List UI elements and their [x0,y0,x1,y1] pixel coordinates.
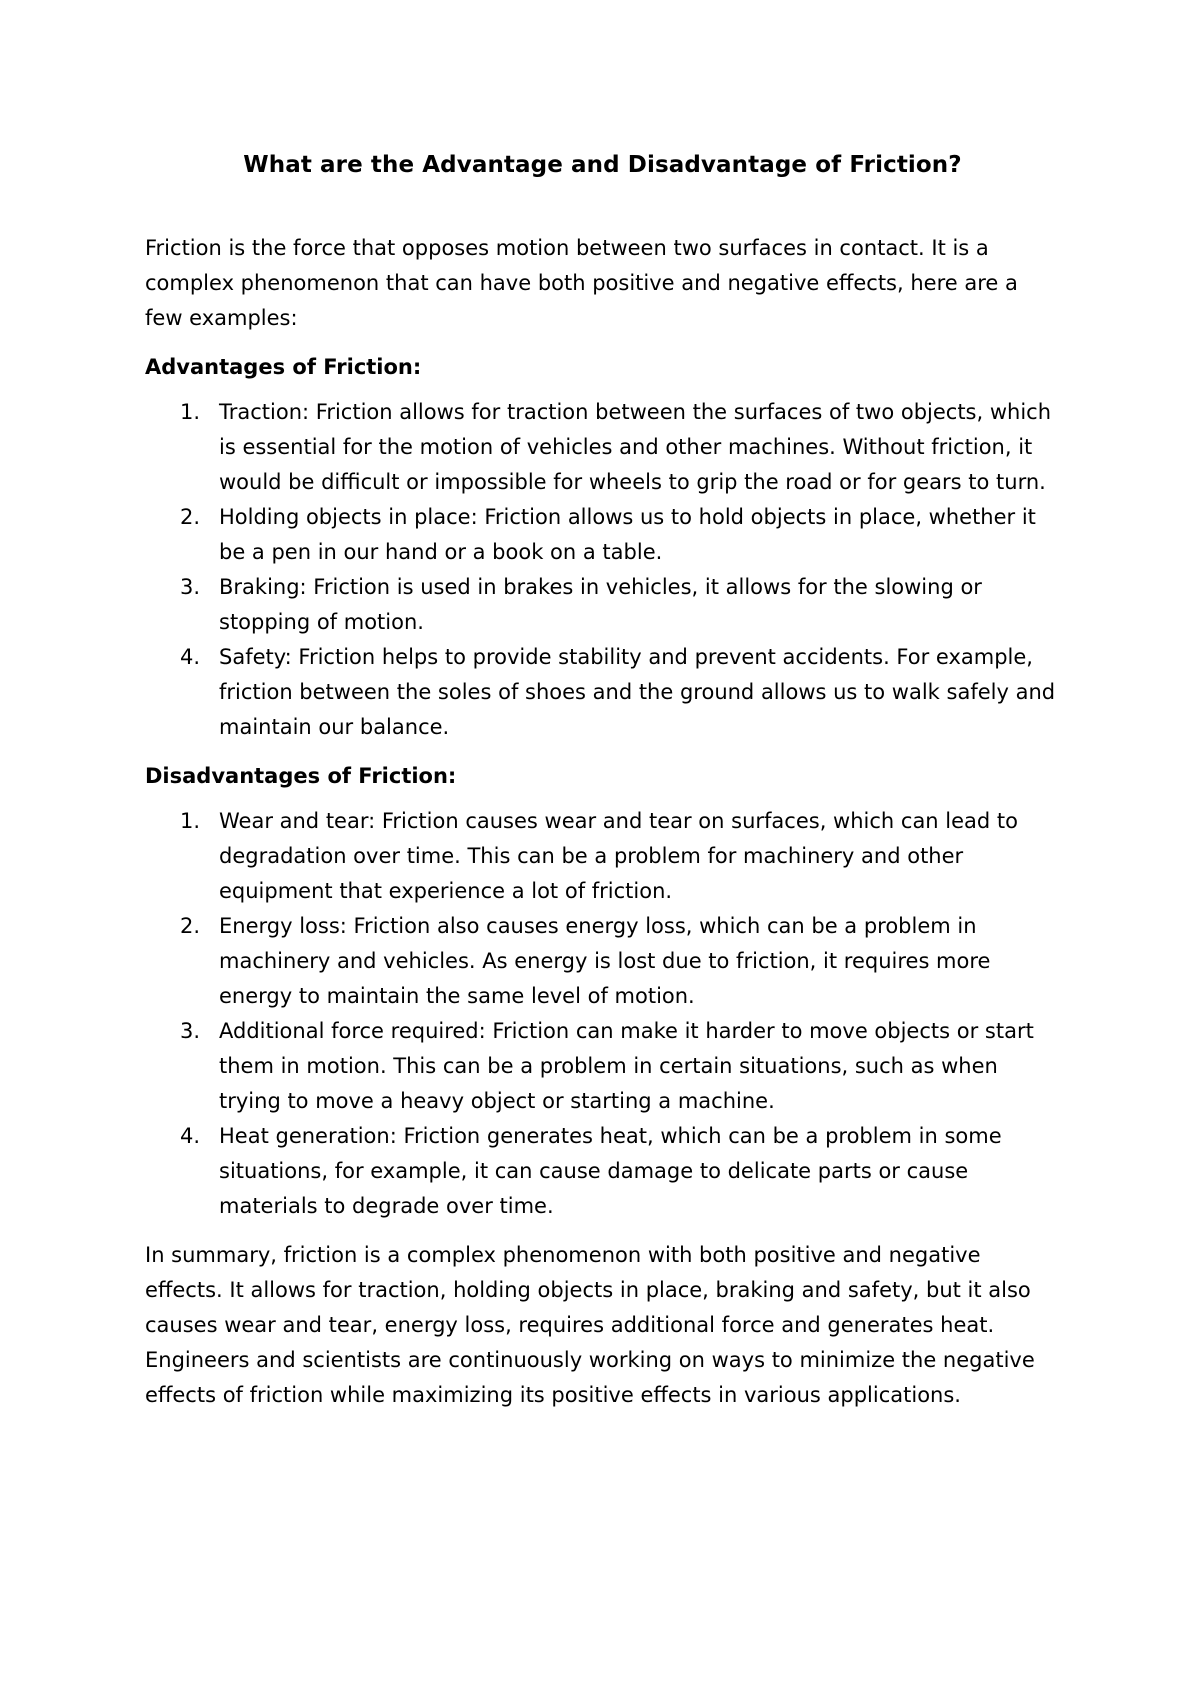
disadvantages-list-item [145,909,1060,1014]
list-number: 1. [180,400,201,424]
list-number: 3. [180,575,201,599]
list-number: 2. [180,505,201,529]
list-item-text: Additional force required: Friction can make it harder to move objects or start them in motion. This can be a problem in certain situations, such as when trying to move a heavy object or starting a machine. [219,1019,1034,1113]
list-number: 3. [180,1019,201,1043]
document-body [145,150,1060,1427]
list-number: 4. [180,645,201,669]
intro-paragraph: Friction is the force that opposes motion between two surfaces in contact. It is a complex phenomenon that can have both positive and negative effects, here are a few examples: [145,236,1018,330]
list-number: 4. [180,1124,201,1148]
list-item-text: Safety: Friction helps to provide stability and prevent accidents. For example, friction between the soles of shoes and the ground allows us to walk safely and maintain our balance. [219,645,1056,739]
disadvantages-list-item [145,1119,1060,1224]
advantages-list-item [145,640,1060,745]
advantages-list-item [145,395,1060,500]
disadvantages-list-item [145,1014,1060,1119]
document-title: What are the Advantage and Disadvantage of Friction? [243,152,962,178]
disadvantages-list [145,804,1060,1224]
advantages-heading: Advantages of Friction: [145,355,422,379]
list-item-text: Heat generation: Friction generates heat, which can be a problem in some situations, for example, it can cause damage to delicate parts or cause materials to degrade over time. [219,1124,1002,1218]
summary-paragraph: In summary, friction is a complex phenomenon with both positive and negative effects. It allows for traction, holding objects in place, braking and safety, but it also causes wear and tear, energy loss, requires additional force and generates heat. Engineers and scientists are continuously working on ways to minimize the negative effects of friction while maximizing its positive effects in various applications. [145,1243,1035,1407]
advantages-list-item [145,570,1060,640]
advantages-list [145,395,1060,745]
list-item-text: Traction: Friction allows for traction between the surfaces of two objects, which is essential for the motion of vehicles and other machines. Without friction, it would be difficult or impossible for wheels to grip the road or for gears to turn. [219,400,1052,494]
list-number: 1. [180,809,201,833]
disadvantages-heading: Disadvantages of Friction: [145,764,457,788]
list-item-text: Holding objects in place: Friction allows us to hold objects in place, whether it be a pen in our hand or a book on a table. [219,505,1036,564]
list-item-text: Braking: Friction is used in brakes in vehicles, it allows for the slowing or stopping of motion. [219,575,982,634]
list-item-text: Energy loss: Friction also causes energy loss, which can be a problem in machinery and vehicles. As energy is lost due to friction, it requires more energy to maintain the same level of motion. [219,914,991,1008]
list-number: 2. [180,914,201,938]
advantages-list-item [145,500,1060,570]
list-item-text: Wear and tear: Friction causes wear and tear on surfaces, which can lead to degradation over time. This can be a problem for machinery and other equipment that experience a lot of friction. [219,809,1019,903]
disadvantages-list-item [145,804,1060,909]
